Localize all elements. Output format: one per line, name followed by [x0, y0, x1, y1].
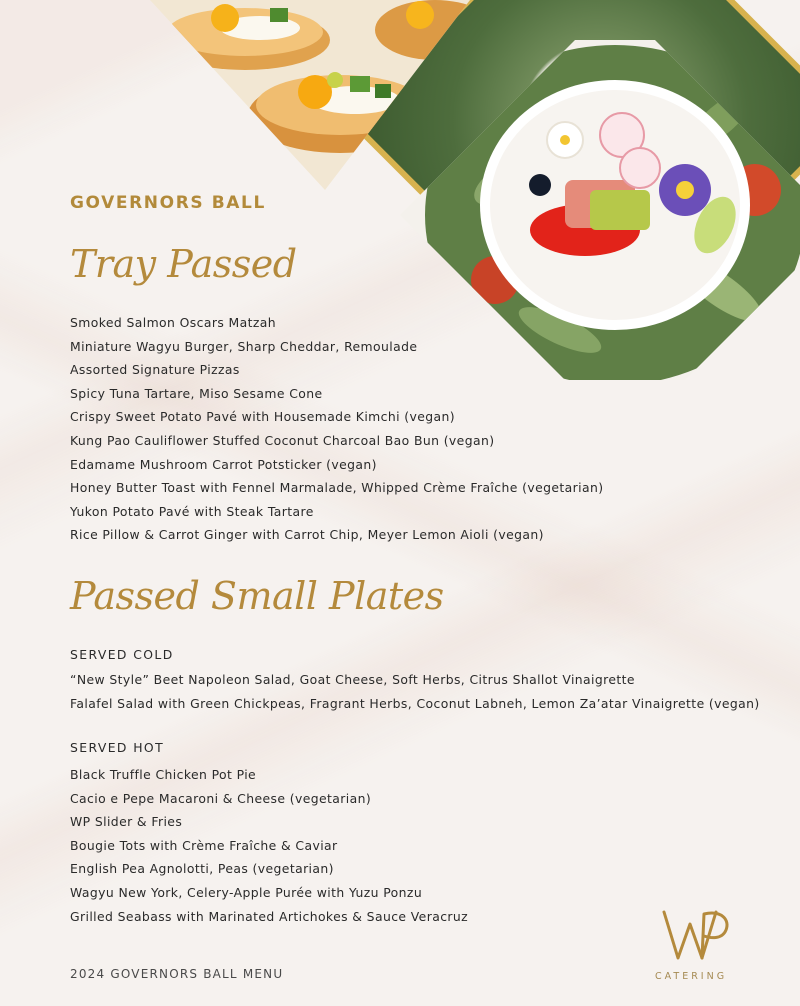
- menu-item: “New Style” Beet Napoleon Salad, Goat Cheese, Soft Herbs, Citrus Shallot Vinaigrette: [70, 672, 635, 687]
- menu-item: English Pea Agnolotti, Peas (vegetarian): [70, 861, 334, 877]
- footer-menu-label: 2024 GOVERNORS BALL MENU: [70, 967, 284, 981]
- menu-item: Crispy Sweet Potato Pavé with Housemade Kimchi (vegan): [70, 409, 456, 425]
- menu-item: WP Slider & Fries: [70, 814, 183, 830]
- menu-item: Kung Pao Cauliflower Stuffed Coconut Charcoal Bao Bun (vegan): [70, 432, 495, 448]
- served-hot-label: SERVED HOT: [70, 740, 165, 755]
- menu-item: Grilled Seabass with Marinated Artichokes & Sauce Veracruz: [70, 908, 469, 924]
- brand-name: CATERING: [655, 971, 728, 982]
- menu-item: Miniature Wagyu Burger, Sharp Cheddar, Remoulade: [70, 338, 418, 354]
- wp-logo: [660, 906, 732, 966]
- passed-small-plates-heading: Passed Small Plates: [70, 574, 444, 618]
- menu-item: Yukon Potato Pavé with Steak Tartare: [70, 503, 314, 519]
- served-cold-list: [70, 668, 760, 715]
- menu-item: Cacio e Pepe Macaroni & Cheese (vegetarian): [70, 790, 372, 806]
- menu-item: Black Truffle Chicken Pot Pie: [70, 767, 257, 782]
- menu-item: Bougie Tots with Crème Fraîche & Caviar: [70, 837, 338, 853]
- menu-item: Smoked Salmon Oscars Matzah: [70, 315, 277, 330]
- served-cold-label: SERVED COLD: [70, 647, 174, 662]
- tray-passed-list: [70, 311, 603, 547]
- menu-item: Edamame Mushroom Carrot Potsticker (vegan): [70, 456, 377, 472]
- menu-item: Wagyu New York, Celery-Apple Purée with Yuzu Ponzu: [70, 884, 423, 900]
- tray-passed-heading: Tray Passed: [70, 242, 297, 286]
- event-title: GOVERNORS BALL: [70, 193, 266, 213]
- menu-item: Honey Butter Toast with Fennel Marmalade, Whipped Crème Fraîche (vegetarian): [70, 480, 604, 496]
- menu-item: Rice Pillow & Carrot Ginger with Carrot Chip, Meyer Lemon Aioli (vegan): [70, 527, 544, 543]
- menu-item: Falafel Salad with Green Chickpeas, Fragrant Herbs, Coconut Labneh, Lemon Za’atar Vinaigrette (vegan): [70, 695, 760, 711]
- menu-item: Assorted Signature Pizzas: [70, 362, 240, 378]
- menu-item: Spicy Tuna Tartare, Miso Sesame Cone: [70, 385, 323, 401]
- served-hot-list: [70, 763, 468, 928]
